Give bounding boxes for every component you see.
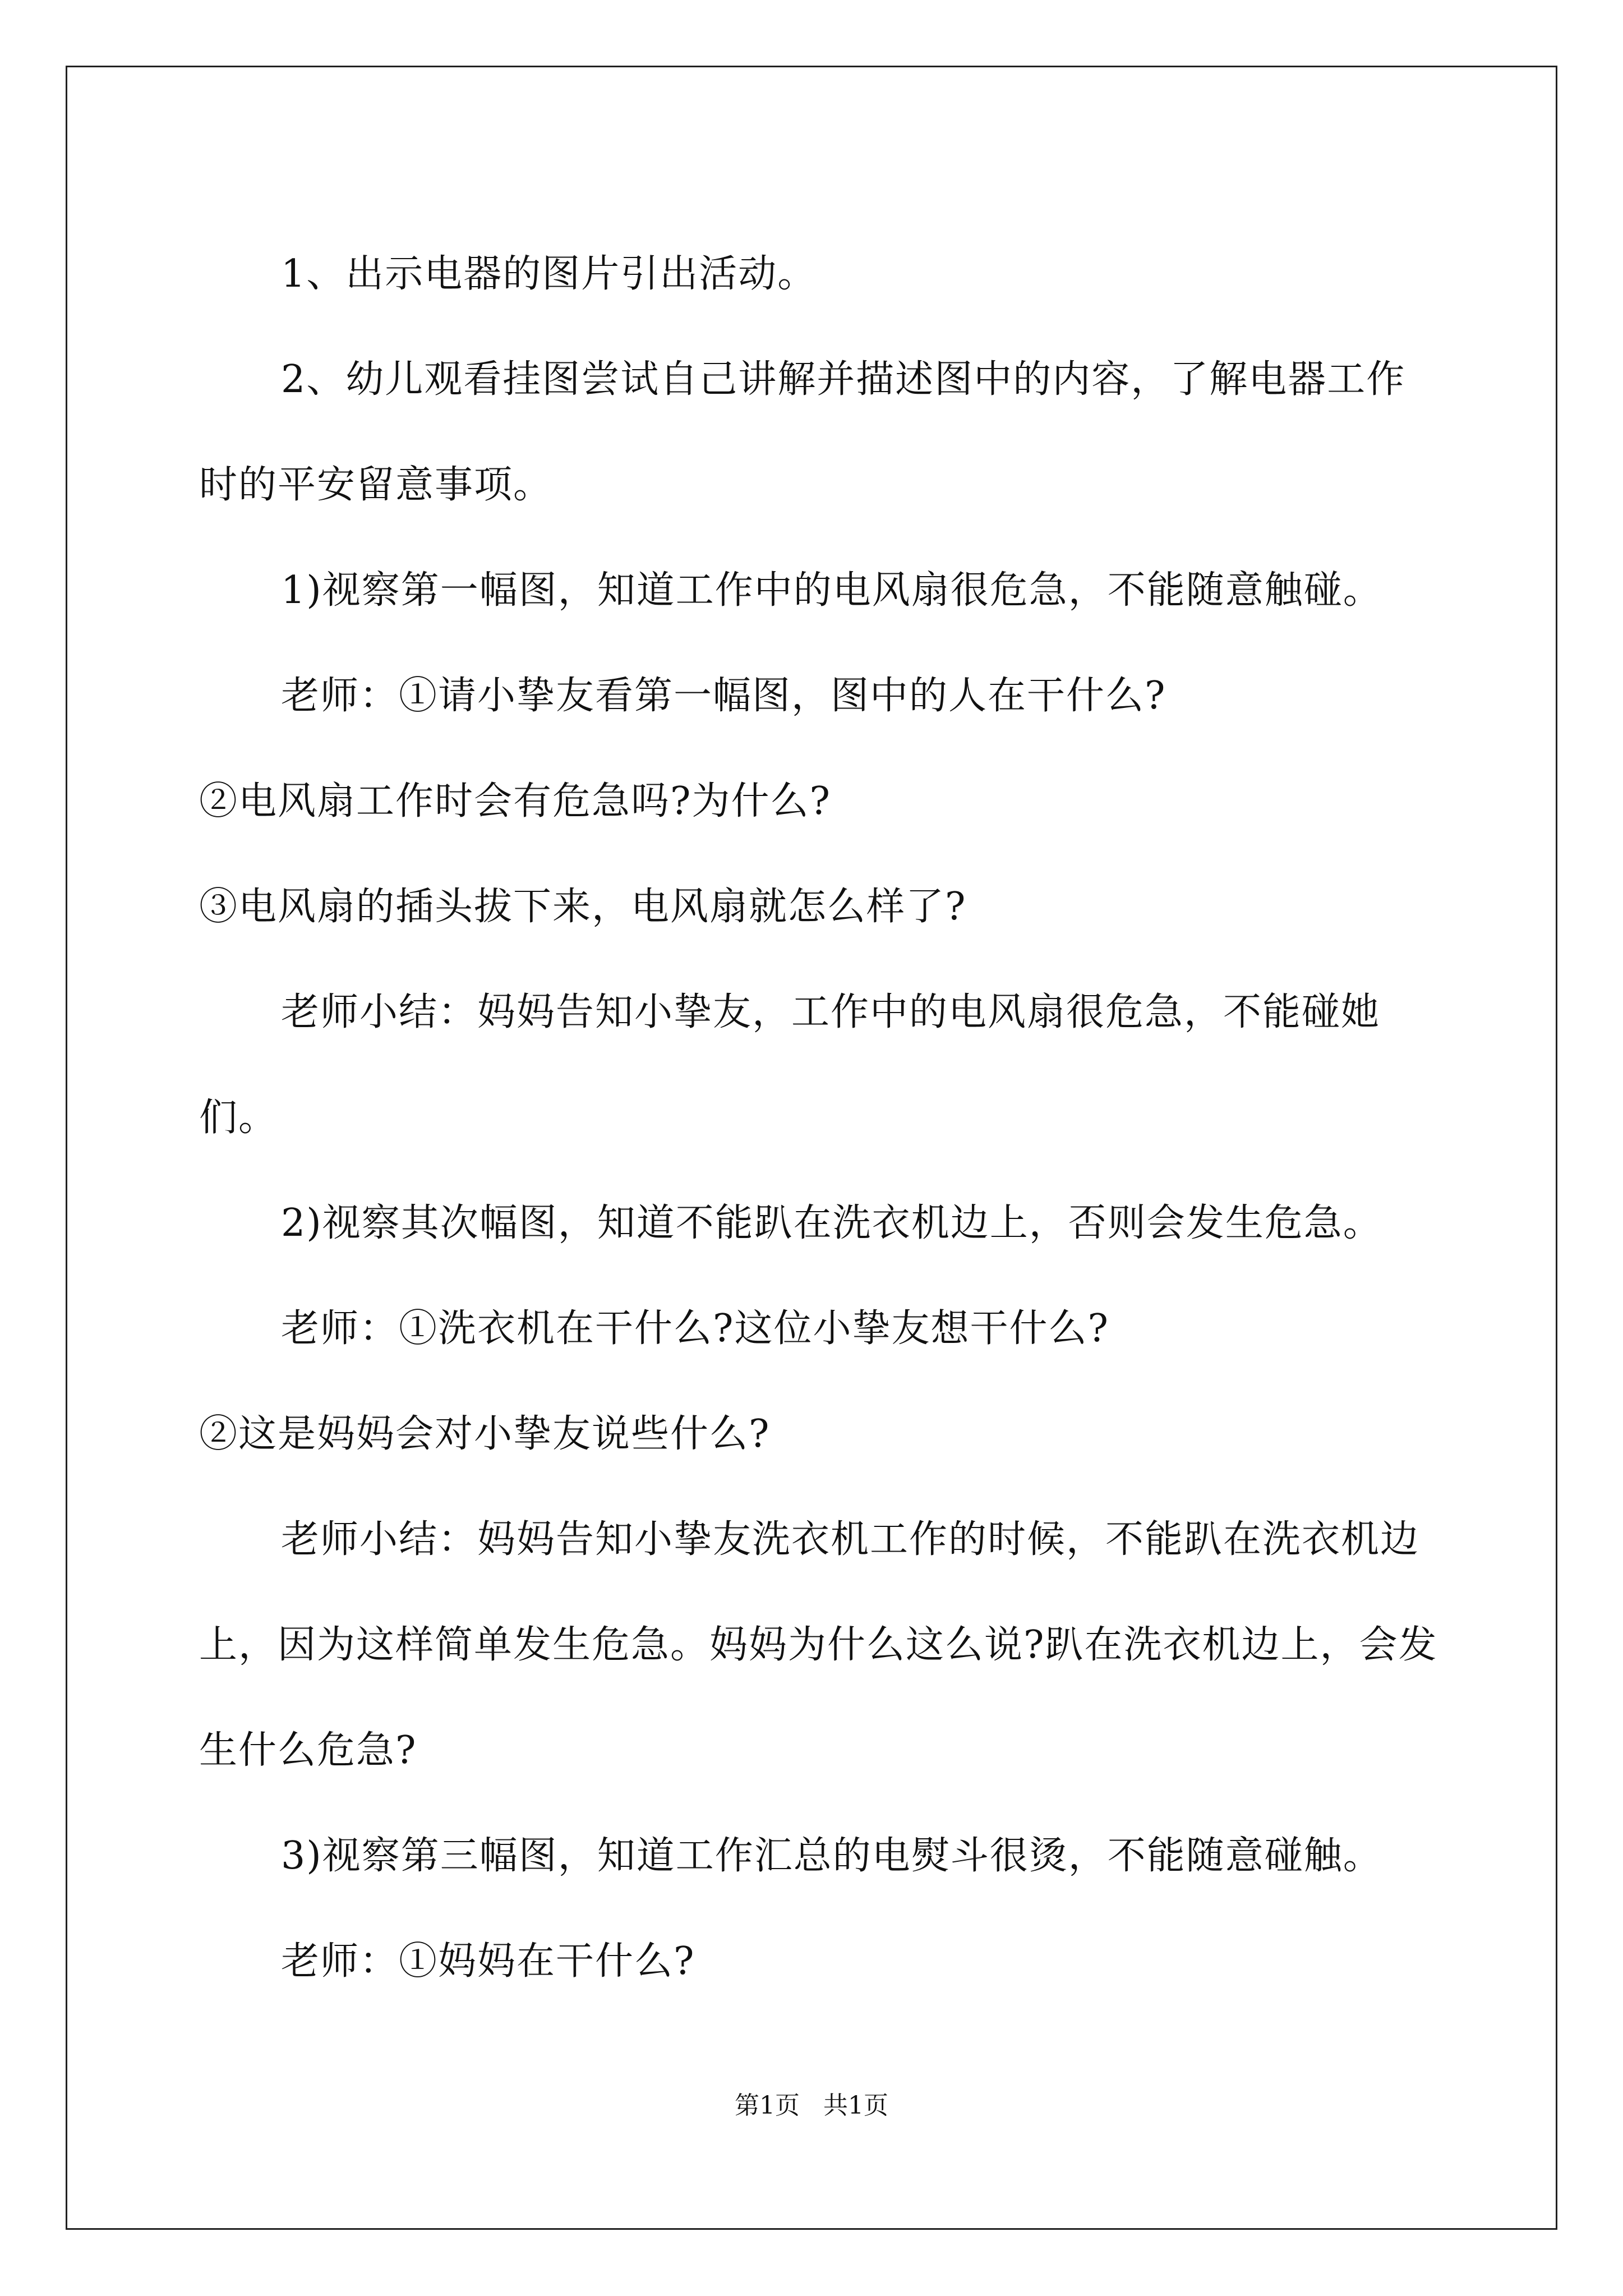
paragraph: ③电风扇的插头拔下来，电风扇就怎么样了? (199, 885, 967, 929)
paragraph: 1)视察第一幅图，知道工作中的电风扇很危急，不能随意触碰。 (281, 568, 1382, 613)
paragraph: 2)视察其次幅图，知道不能趴在洗衣机边上，否则会发生危急。 (281, 1201, 1382, 1245)
paragraph: 老师小结：妈妈告知小挚友，工作中的电风扇很危急，不能碰她们。 (199, 990, 1381, 1140)
paragraph: 老师：①妈妈在干什么? (281, 1939, 695, 1984)
paragraph: 3)视察第三幅图，知道工作汇总的电熨斗很烫，不能随意碰触。 (281, 1834, 1382, 1878)
paragraph: ②这是妈妈会对小挚友说些什么? (199, 1412, 771, 1456)
paragraph: 老师：①请小挚友看第一幅图，图中的人在干什么? (281, 674, 1166, 718)
document-body (199, 222, 1438, 2014)
paragraph: 老师：①洗衣机在干什么?这位小挚友想干什么? (281, 1306, 1109, 1351)
page-footer: 第1页 共1页 (735, 2091, 888, 2120)
paragraph: 1、出示电器的图片引出活动。 (281, 252, 817, 296)
paragraph: 老师小结：妈妈告知小挚友洗衣机工作的时候，不能趴在洗衣机边上，因为这样简单发生危急。妈妈为什么这么说?趴在洗衣机边上，会发生什么危急? (199, 1517, 1438, 1773)
paragraph: ②电风扇工作时会有危急吗?为什么? (199, 779, 831, 823)
paragraph: 2、幼儿观看挂图尝试自己讲解并描述图中的内容，了解电器工作时的平安留意事项。 (199, 357, 1406, 507)
